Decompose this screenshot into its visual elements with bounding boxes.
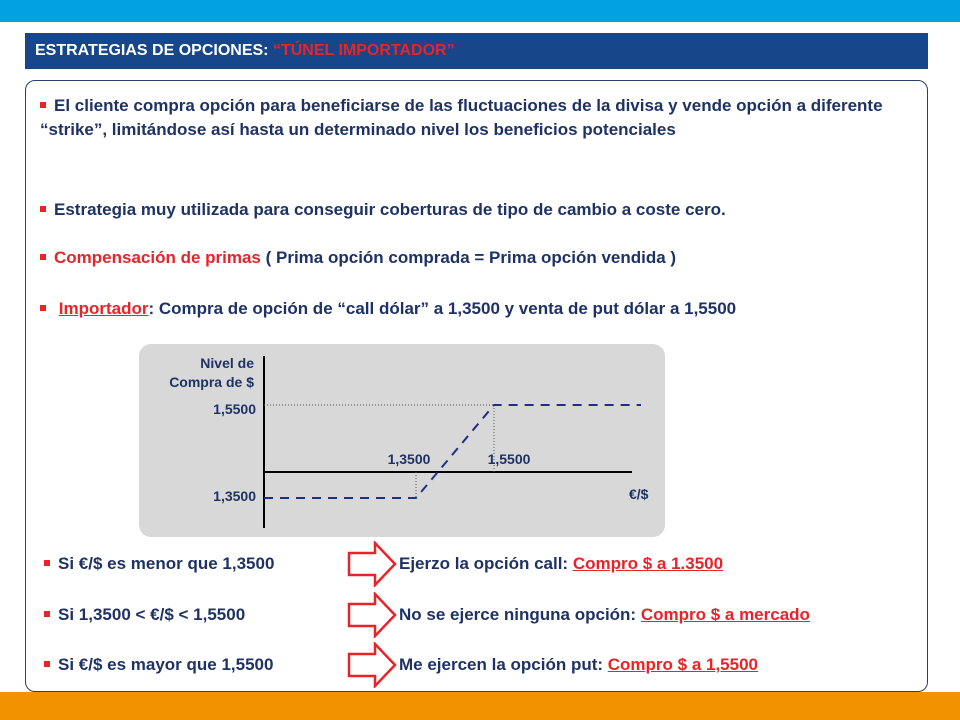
scenario-1-condition [44,553,274,575]
scenario-2-condition [44,604,245,626]
top-accent-bar [0,0,960,22]
y-axis-label-line1: Nivel de [200,355,254,371]
scenario-2-condition-text: Si 1,3500 < €/$ < 1,5500 [58,605,246,624]
scenario-3-condition [44,654,273,676]
scenario-2-action: No se ejerce ninguna opción: [399,605,641,624]
bullet-2-text: Estrategia muy utilizada para conseguir coberturas de tipo de cambio a coste cero. [54,200,726,219]
bullet-strategy-description [40,94,912,142]
x-axis-label: €/$ [629,486,649,502]
scenario-1-condition-text: Si €/$ es menor que 1,3500 [58,554,275,573]
bullet-square-icon [44,661,50,667]
slide-title-prefix: ESTRATEGIAS DE OPCIONES: [35,42,273,59]
y-tick-low: 1,3500 [213,488,256,504]
x-tick-high: 1,5500 [487,451,531,467]
y-tick-high: 1,5500 [213,401,256,417]
arrow-right-icon [347,592,397,638]
y-axis-label-line2: Compra de $ [169,374,254,390]
slide-title [25,33,928,69]
arrow-right-icon [347,642,397,688]
bullet-square-icon [40,254,46,260]
scenario-3-outcome [399,654,758,676]
bullet-4-text: : Compra de opción de “call dólar” a 1,3500 y venta de put dólar a 1,5500 [148,299,737,318]
bullet-3-highlight: Compensación de primas [54,248,261,267]
x-tick-low: 1,3500 [387,451,431,467]
scenario-1-action: Ejerzo la opción call: [399,554,573,573]
payoff-diagram [139,344,665,537]
slide-title-accent: “TÚNEL IMPORTADOR” [272,42,455,59]
scenario-3-condition-text: Si €/$ es mayor que 1,5500 [58,655,274,674]
bullet-4-highlight: Importador [58,299,149,318]
bullet-1-text: El cliente compra opción para beneficiarse de las fluctuaciones de la divisa y vende opción a diferente “strike”, limitándose así hasta un determinado nivel los beneficios potenciales [40,96,883,139]
scenario-2-outcome [399,604,810,626]
scenario-1-outcome [399,553,723,575]
bullet-square-icon [40,102,46,108]
bottom-accent-bar [0,692,960,720]
bullet-square-icon [44,611,50,617]
bullet-square-icon [40,305,46,311]
bullet-premium-compensation [40,246,676,270]
bullet-importer [40,297,736,321]
bullet-3-text: ( Prima opción comprada = Prima opción vendida ) [260,248,677,267]
bullet-zero-cost [40,198,726,222]
scenario-2-result: Compro $ a mercado [640,605,810,624]
scenario-3-result: Compro $ a 1,5500 [607,655,759,674]
payoff-line [264,405,641,498]
bullet-square-icon [40,206,46,212]
scenario-1-result: Compro $ a 1.3500 [572,554,724,573]
arrow-right-icon [347,541,397,587]
bullet-square-icon [44,560,50,566]
scenario-3-action: Me ejercen la opción put: [399,655,608,674]
